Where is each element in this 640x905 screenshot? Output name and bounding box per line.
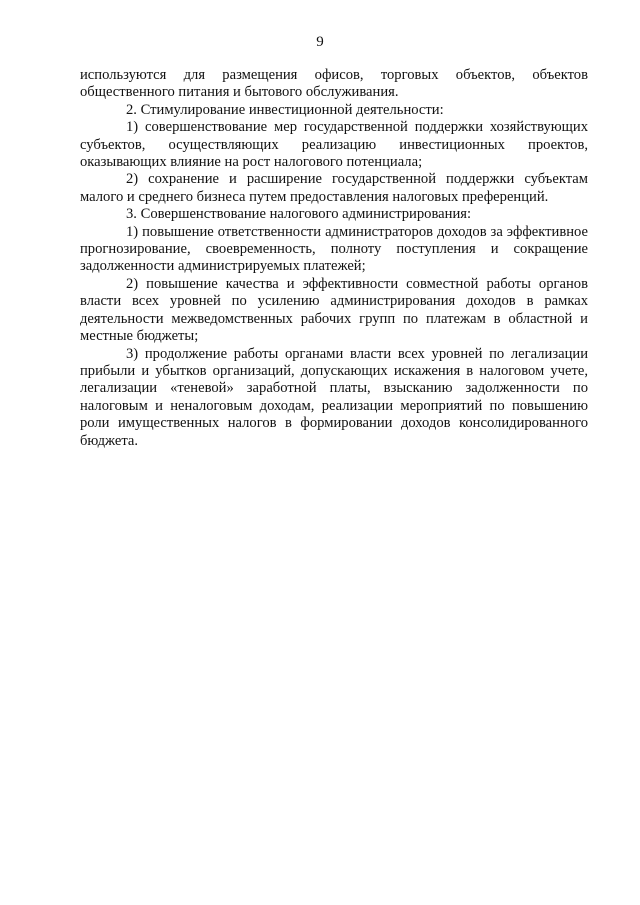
paragraph-section-2-item-2: 2) сохранение и расширение государственной поддержки субъектам малого и среднего бизнеса путем предоставления налоговых преференций. [80, 171, 588, 205]
page-number: 9 [316, 34, 324, 50]
document-body [80, 67, 588, 450]
paragraph-section-2-heading: 2. Стимулирование инвестиционной деятельности: [126, 101, 444, 118]
paragraph-section-2-item-1: 1) совершенствование мер государственной поддержки хозяйствующих субъектов, осуществляющих реализацию инвестиционных проектов, оказывающих влияние на рост налогового потенциала; [80, 119, 588, 171]
paragraph-section-3-heading: 3. Совершенствование налогового администрирования: [126, 206, 472, 223]
paragraph-section-3-item-1: 1) повышение ответственности администраторов доходов за эффективное прогнозирование, своевременность, полноту поступления и сокращение задолженности администрируемых платежей; [80, 223, 588, 275]
paragraph-continuation: используются для размещения офисов, торговых объектов, объектов общественного питания и бытового обслуживания. [80, 67, 588, 101]
paragraph-section-3-item-2: 2) повышение качества и эффективности совместной работы органов власти всех уровней по усилению администрирования доходов в рамках деятельности межведомственных рабочих групп по платежам в областной и местные бюджеты; [80, 275, 588, 345]
paragraph-section-3-item-3: 3) продолжение работы органами власти всех уровней по легализации прибыли и убытков организаций, допускающих искажения в налоговом учете, легализации «теневой» заработной платы, взысканию задолженности по налоговым и неналоговым доходам, реализации мероприятий по повышению роли имущественных налогов в формировании доходов консолидированного бюджета. [80, 345, 588, 449]
